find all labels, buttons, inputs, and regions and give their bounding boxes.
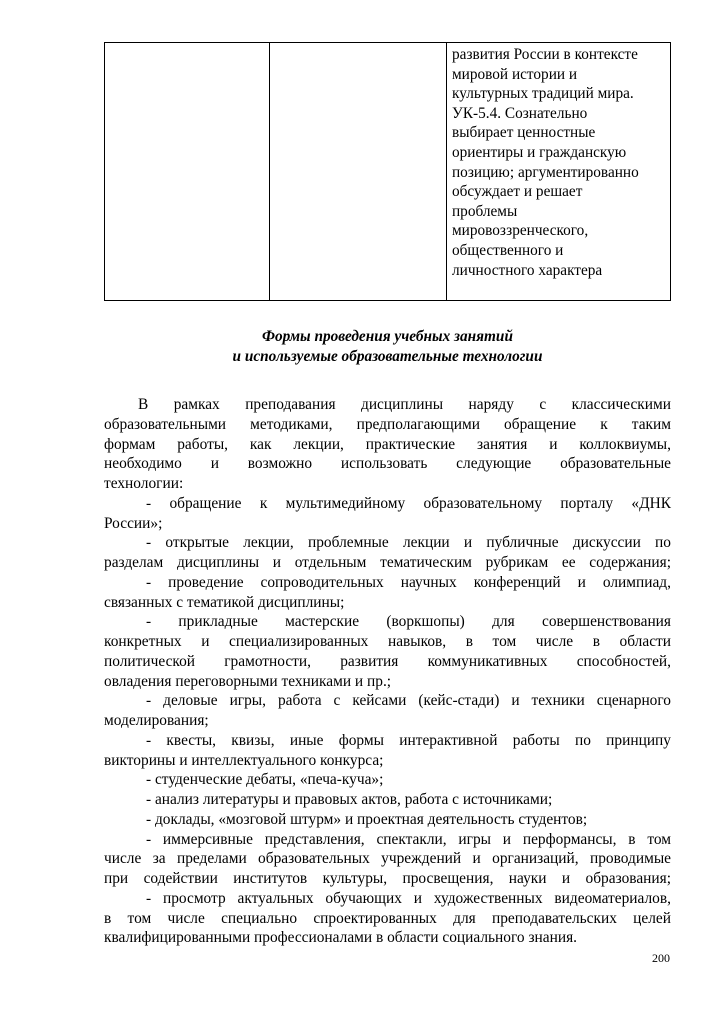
list-item-line: квалифицированными профессионалами в области социального знания. [104, 929, 577, 947]
list-item-line: разделам дисциплины и отдельным тематическим рубрикам ее содержания; [104, 554, 671, 571]
section-heading [104, 327, 671, 367]
list-item-line: конкретных и специализированных навыков, в том числе в области [104, 633, 671, 650]
paragraph-line: образовательными методиками, предполагающими обращение к таким [104, 415, 671, 433]
list-item-line: - просмотр актуальных обучающих и художественных видеоматериалов, [146, 889, 671, 907]
cell-line: УК-5.4. Сознательно [452, 104, 588, 122]
list-item-line: - квесты, квизы, иные формы интерактивной работы по принципу [146, 731, 671, 749]
heading-line-2: и используемые образовательные технологии [232, 348, 543, 365]
list-item-line: связанных с тематикой дисциплины; [104, 593, 345, 611]
list-item-line: - проведение сопроводительных научных конференций и олимпиад, [146, 573, 671, 591]
list-item-line: при содействии институтов культуры, просвещения, науки и образования; [104, 870, 671, 887]
cell-line: позицию; аргументированно [452, 163, 639, 181]
paragraph-line: В рамках преподавания дисциплины наряду с классическими [138, 396, 671, 413]
list-item-line: политической грамотности, развития коммуникативных способностей, [104, 652, 671, 670]
list-item-line: - обращение к мультимедийному образовательному порталу «ДНК [146, 494, 671, 512]
paragraph-line: необходимо и возможно использовать следующие образовательные [104, 455, 671, 473]
list-item-line: моделирования; [104, 712, 209, 729]
list-item-line: - прикладные мастерские (воркшопы) для совершенствования [146, 613, 671, 631]
table-row [105, 43, 671, 301]
list-item-line: - деловые игры, работа с кейсами (кейс-стади) и техники сценарного [146, 692, 671, 710]
cell-line: личностного характера [452, 261, 603, 279]
cell-line: выбирает ценностные [452, 124, 596, 142]
cell-line: ориентиры и гражданскую [452, 143, 627, 161]
list-item-line: - иммерсивные представления, спектакли, игры и перформансы, в том [146, 830, 671, 848]
table-cell-empty-1 [105, 43, 270, 301]
paragraph-line: формам работы, как лекции, практические занятия и коллоквиумы, [104, 435, 671, 453]
cell-line: мировоззренческого, [452, 222, 589, 240]
list-item-line: - доклады, «мозговой штурм» и проектная деятельность студентов; [146, 810, 588, 828]
page-number: 200 [652, 951, 670, 965]
list-item-line: России»; [104, 514, 163, 532]
list-item-line: - анализ литературы и правовых актов, работа с источниками; [146, 791, 553, 808]
list-item-line: в том числе специально спроектированных для преподавательских целей [104, 909, 671, 927]
table-cell-competency [447, 43, 671, 301]
competency-table [104, 42, 671, 301]
cell-line: мировой истории и [452, 65, 578, 83]
cell-line: развития России в контексте [452, 46, 638, 63]
heading-line-1: Формы проведения учебных занятий [262, 328, 513, 345]
paragraph-line: технологии: [104, 475, 184, 492]
cell-line: обсуждает и решает [452, 183, 583, 201]
cell-line: общественного и [452, 241, 564, 259]
list-item-line: - открытые лекции, проблемные лекции и публичные дискуссии по [146, 534, 671, 552]
body-text [104, 395, 671, 948]
cell-line: проблемы [452, 202, 518, 220]
list-item-line: викторины и интеллектуального конкурса; [104, 751, 384, 769]
table-cell-empty-2 [270, 43, 447, 301]
list-item-line: - студенческие дебаты, «печа-куча»; [146, 771, 384, 789]
cell-line: культурных традиций мира. [452, 85, 634, 103]
list-item-line: числе за пределами образовательных учреждений и организаций, проводимые [104, 850, 671, 868]
list-item-line: овладения переговорными техниками и пр.; [104, 672, 392, 690]
